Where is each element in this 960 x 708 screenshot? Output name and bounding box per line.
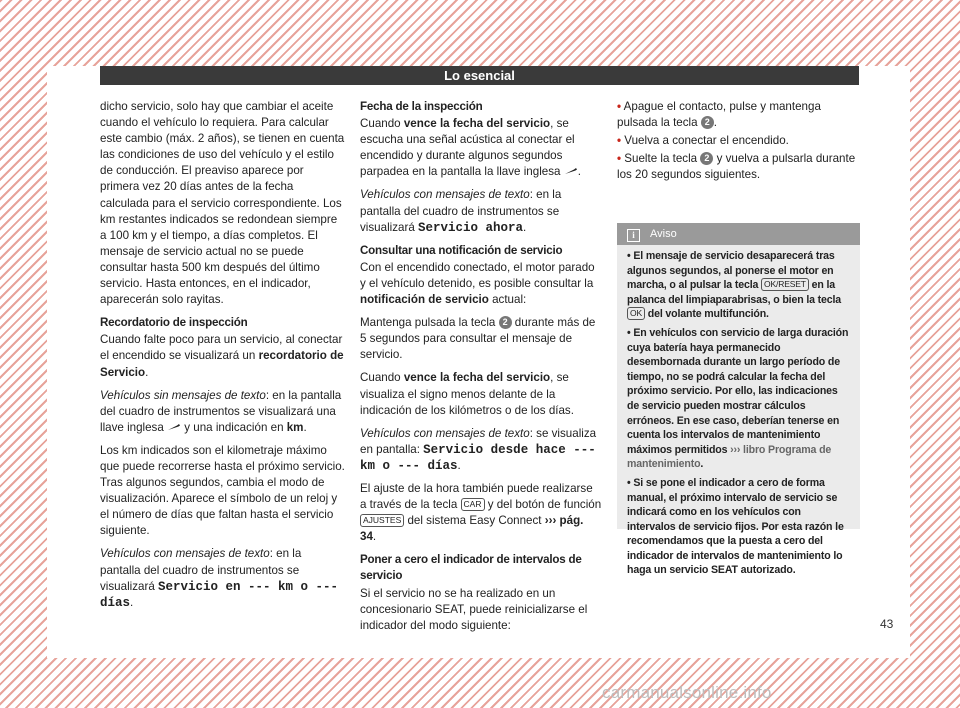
heading-fecha: Fecha de la inspección: [360, 100, 483, 113]
heading-consultar: Consultar una notificación de servicio: [360, 243, 563, 257]
car-key: CAR: [461, 498, 485, 511]
ok-reset-key: OK/RESET: [761, 278, 809, 291]
maintenance-book-link[interactable]: ››› libro Programa de mantenimiento: [627, 443, 832, 471]
ajustes-key: AJUSTES: [360, 514, 404, 527]
ok-key: OK: [627, 307, 645, 320]
column-3: [617, 99, 860, 190]
paragraph: Con el encendido conectado, el motor parado y el vehículo detenido, es posible consultar la notificación de servicio actual:: [360, 260, 595, 307]
bullet-icon: •: [617, 100, 622, 113]
section-header: Lo esencial: [100, 66, 859, 85]
paragraph: El ajuste de la hora también puede realizarse a través de la tecla CAR y del botón de función AJUSTES del sistema Easy Connect ››› pág. 34.: [360, 481, 602, 544]
notice-title: Aviso: [650, 228, 677, 240]
key-2-badge: 2: [499, 316, 512, 329]
notice-item: • En vehículos con servicio de larga duración cuya batería haya permanecido desembornada durante un largo período de tiempo, no se podrá calcular la fecha del próximo servicio. Por ello, las indicaciones de servicio pueden mostrar cálculos erróneos. En ese caso, deberían tenerse en cuenta los intervalos de mantenimiento máximos permitidos ››› libro Programa de mantenimiento.: [627, 326, 849, 471]
paragraph: Cuando vence la fecha del servicio, se visualiza el signo menos delante de la indicación de los kilómetros o de los días.: [360, 371, 574, 417]
wrench-icon: [167, 423, 181, 431]
notice-item: • Si se pone el indicador a cero de forma manual, el próximo intervalo de servicio se indicará como en los vehículos con intervalos de servicio fijos. Por esta razón le recomendamos que la puesta a cero del indicador de intervalos de mantenimiento lo haga un servicio SEAT autorizado.: [627, 476, 844, 577]
key-2-badge: 2: [700, 152, 713, 165]
paragraph: Cuando falte poco para un servicio, al conectar el encendido se visualizará un recordatorio de Servicio.: [100, 333, 344, 379]
wrench-icon: [564, 167, 578, 175]
notice-body: [617, 245, 860, 578]
paragraph: dicho servicio, solo hay que cambiar el aceite cuando el vehículo lo requiera. Para calcular este cambio (máx. 2 años), se tienen en cuenta las condiciones de uso del vehículo y el estilo de conducción. El preaviso aparece por primera vez 20 días antes de la fecha calculada para el servicio correspondiente. Los km restantes indicados se redondean siempre a 100 km y el tiempo, a días completos. El mensaje de servicio actual no se puede consultar hasta 500 km después del último servicio. Hasta entonces, en el indicador, aparecerán solo rayitas.: [100, 100, 345, 307]
bullet-icon: •: [627, 476, 631, 489]
notice-item: • El mensaje de servicio desaparecerá tras algunos segundos, al ponerse el motor en marcha, o al pulsar la tecla OK/RESET en la palanca del limpiaparabrisas, o bien la tecla OK del volante multifunción.: [627, 250, 842, 321]
paragraph: Los km indicados son el kilometraje máximo que puede recorrerse hasta el próximo servicio. Tras algunos segundos, cambia el modo de visualización. Aparece el símbolo de un reloj y el número de días que faltan hasta el servicio siguiente.: [100, 443, 345, 538]
bullet-icon: •: [617, 134, 622, 148]
paragraph: Vehículos con mensajes de texto: en la pantalla del cuadro de instrumentos se visualizará Servicio ahora.: [360, 188, 562, 235]
page-reference-link[interactable]: ››› pág. 34: [360, 514, 584, 544]
list-item: • Apague el contacto, pulse y mantenga pulsada la tecla 2 .: [617, 100, 821, 130]
list-item: • Vuelva a conectar el encendido.: [617, 134, 789, 148]
heading-poner-a-cero: Poner a cero el indicador de intervalos de servicio: [360, 553, 582, 583]
key-2-badge: 2: [701, 116, 714, 129]
page-number: 43: [880, 617, 894, 631]
info-icon: i: [627, 229, 640, 242]
paragraph: Vehículos sin mensajes de texto: en la pantalla del cuadro de instrumentos se visualizará una llave inglesa y una indicación en km.: [100, 388, 342, 434]
paragraph: Vehículos con mensajes de texto: se visualiza en pantalla: Servicio desde hace --- km o --- días.: [360, 426, 597, 473]
list-item: • Suelte la tecla 2 y vuelva a pulsarla durante los 20 segundos siguientes.: [617, 152, 856, 182]
column-1: [100, 99, 345, 618]
paragraph: Vehículos con mensajes de texto: en la pantalla del cuadro de instrumentos se visualizará Servicio en --- km o --- días.: [100, 547, 339, 610]
paragraph: Si el servicio no se ha realizado en un concesionario SEAT, puede reinicializarse el indicador del modo siguiente:: [360, 586, 588, 632]
bullet-icon: •: [627, 326, 631, 339]
bullet-icon: •: [627, 250, 631, 262]
watermark: carmanualsonline.info: [602, 683, 772, 702]
notice-box: [617, 223, 860, 577]
paragraph: Mantenga pulsada la tecla 2 durante más de 5 segundos para consultar el mensaje de servicio.: [360, 316, 596, 362]
bullet-icon: •: [617, 152, 622, 166]
paragraph: Cuando vence la fecha del servicio, se escucha una señal acústica al conectar el encendido y durante algunos segundos parpadea en la pantalla la llave inglesa .: [360, 117, 581, 179]
notice-header: [617, 223, 860, 245]
heading-recordatorio: Recordatorio de inspección: [100, 316, 248, 330]
column-2: [360, 99, 602, 641]
